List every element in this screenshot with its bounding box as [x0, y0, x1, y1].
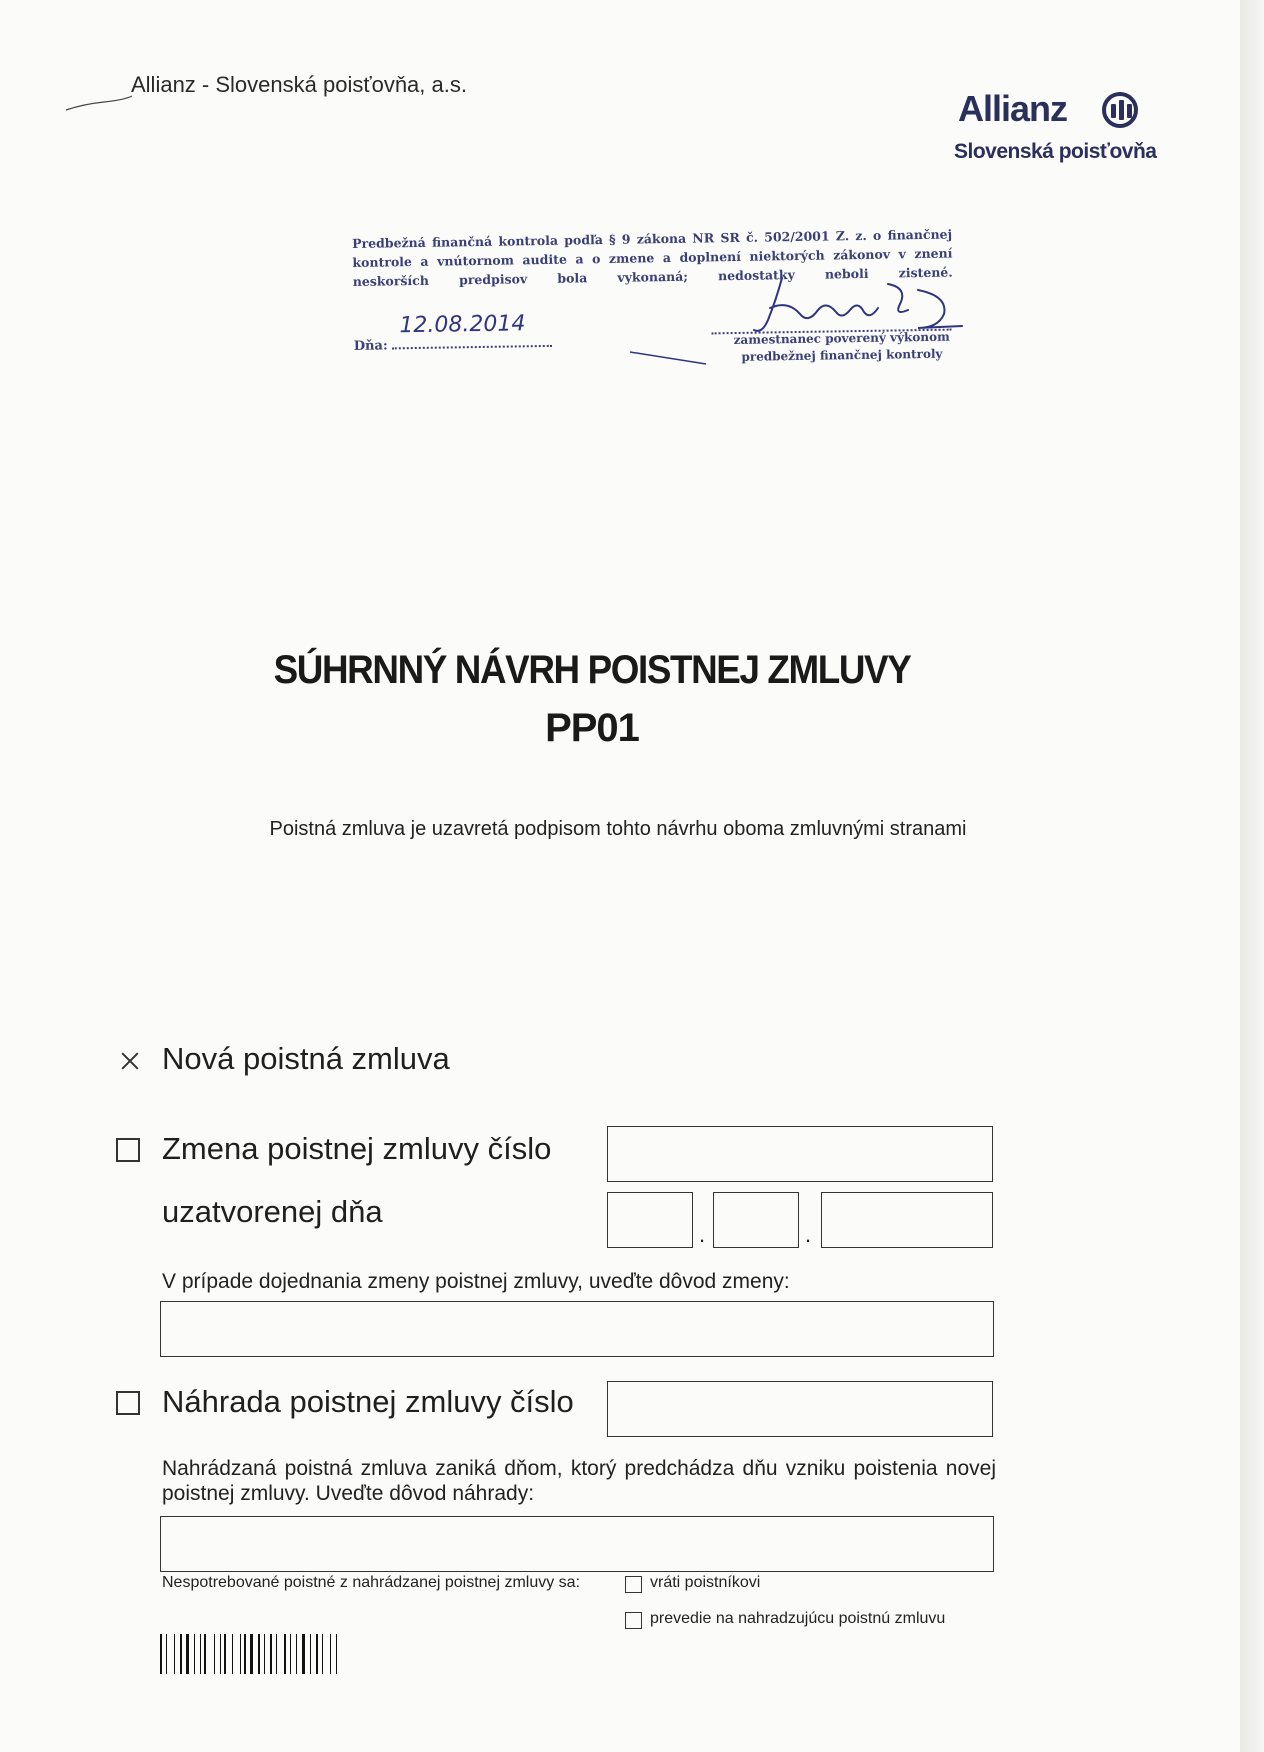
logo-name: Allianz: [958, 88, 1068, 129]
stamp-text: Predbežná finančná kontrola podľa § 9 zákona NR SR č. 502/2001 Z. z. o finančnej kontrole a vnútornom audite a o zmene a doplnení niektorých zákonov v znení neskorších predpisov bola vykonaná; nedostatky neboli zistené.: [352, 226, 953, 289]
return-to-policyholder-label: vráti poistníkovi: [650, 1574, 761, 1591]
change-reason-label: V prípade dojednania zmeny poistnej zmluvy, uveďte dôvod zmeny:: [162, 1270, 790, 1293]
new-contract-checkbox[interactable]: [118, 1049, 142, 1073]
stamp-date-row: [353, 311, 553, 354]
change-reason-field[interactable]: [160, 1301, 994, 1357]
concluded-year-field[interactable]: [821, 1192, 993, 1248]
stamp-date-label: Dňa:: [353, 338, 388, 354]
show-through-text: [690, 148, 696, 174]
handwritten-signature: [748, 270, 968, 340]
concluded-date-label: uzatvorenej dňa: [162, 1194, 383, 1229]
replacement-contract-checkbox[interactable]: [116, 1391, 140, 1415]
allianz-eagle-icon: [1102, 92, 1138, 128]
allianz-logo: [940, 82, 1180, 172]
document-code: PP01: [545, 706, 639, 750]
replacement-contract-number-field[interactable]: [607, 1381, 993, 1437]
date-separator: .: [699, 1222, 706, 1247]
barcode: [160, 1634, 398, 1680]
transfer-to-new-contract-label: prevedie na nahradzujúcu poistnú zmluvu: [650, 1610, 946, 1627]
stamp-date-value: 12.08.2014: [399, 311, 526, 339]
document-subtitle: Poistná zmluva je uzavretá podpisom tohto návrhu oboma zmluvnými stranami: [269, 818, 967, 840]
replacement-info: Nahrádzaná poistná zmluva zaniká dňom, ktorý predchádza dňu vzniku poistenia novej poistnej zmluvy. Uveďte dôvod náhrady:: [162, 1457, 996, 1505]
concluded-day-field[interactable]: [607, 1192, 693, 1248]
change-contract-number-field[interactable]: [607, 1126, 993, 1182]
replacement-contract-label: Náhrada poistnej zmluvy číslo: [162, 1384, 574, 1419]
replacement-reason-field[interactable]: [160, 1516, 994, 1572]
transfer-to-new-contract-checkbox[interactable]: [625, 1612, 642, 1629]
company-name: Allianz - Slovenská poisťovňa, a.s.: [131, 72, 467, 97]
stamp-employee-caption: zamestnanec poverený výkonom predbežnej finančnej kontroly: [733, 329, 950, 364]
ink-stroke: [628, 350, 708, 366]
concluded-month-field[interactable]: [713, 1192, 799, 1248]
logo-subtitle: Slovenská poisťovňa: [954, 140, 1157, 163]
return-to-policyholder-checkbox[interactable]: [625, 1576, 642, 1593]
pen-mark: [64, 94, 134, 114]
unused-premium-label: Nespotrebované poistné z nahrádzanej poistnej zmluvy sa:: [162, 1574, 581, 1591]
page-edge: [1240, 0, 1264, 1752]
date-separator: .: [805, 1222, 812, 1247]
change-contract-checkbox[interactable]: [116, 1138, 140, 1162]
change-contract-label: Zmena poistnej zmluvy číslo: [162, 1131, 552, 1166]
new-contract-label: Nová poistná zmluva: [162, 1041, 450, 1076]
document-title: SÚHRNNÝ NÁVRH POISTNEJ ZMLUVY: [273, 648, 911, 692]
